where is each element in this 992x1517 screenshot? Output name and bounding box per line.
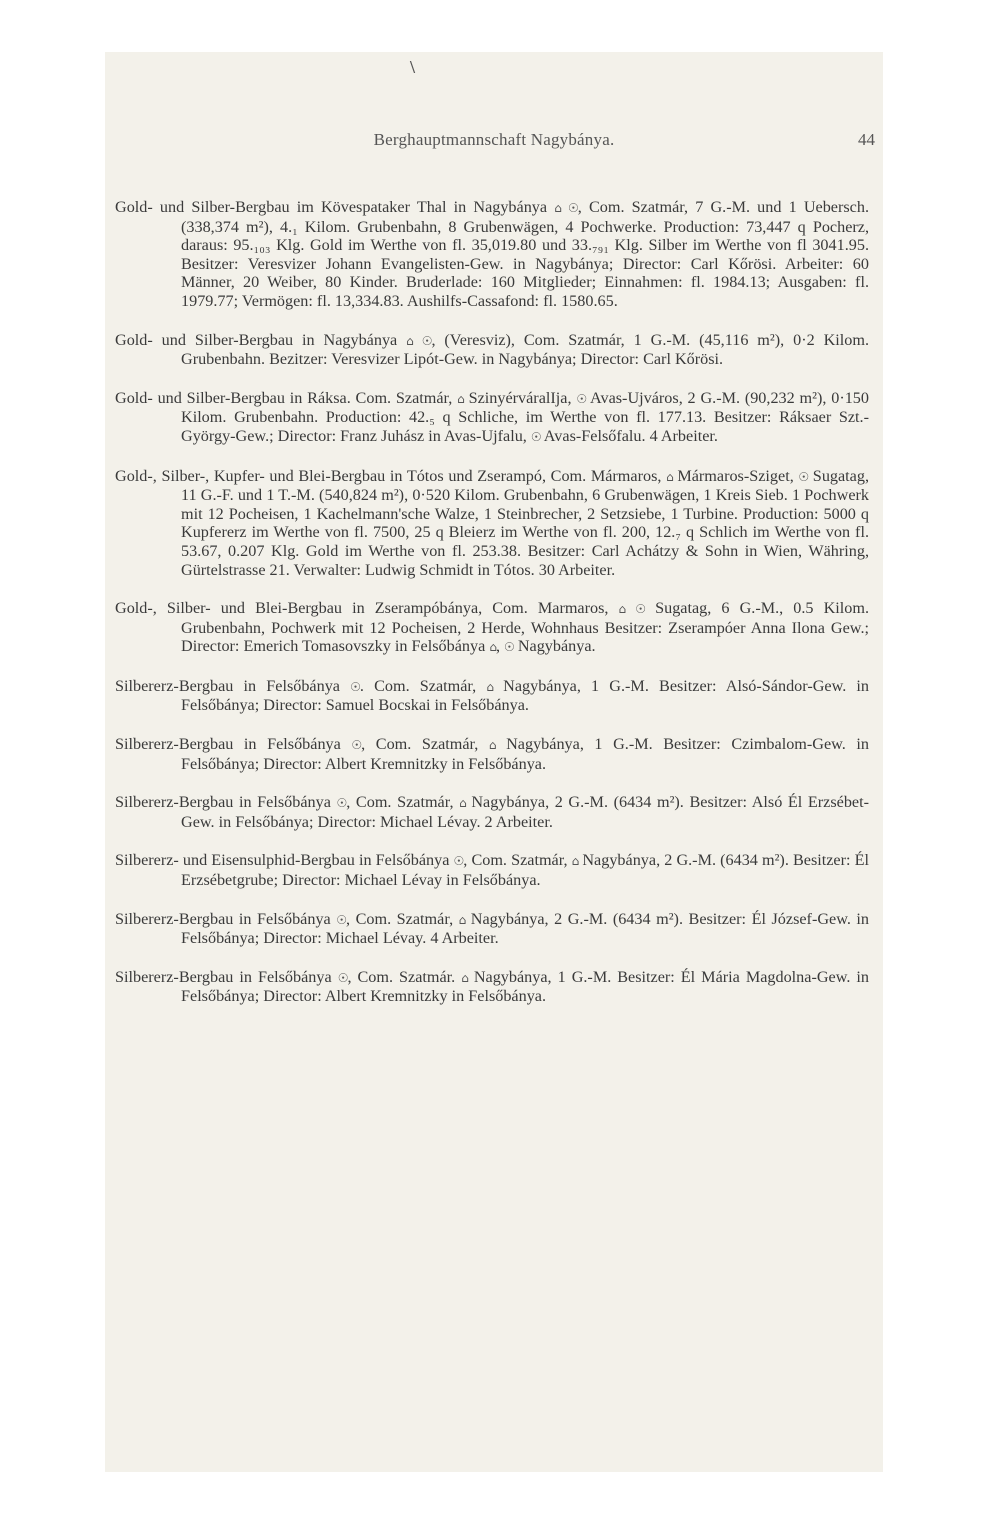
page-number: 44 (858, 130, 875, 149)
mine-entry (115, 467, 869, 580)
mine-entry (115, 851, 869, 889)
telegraph-icon: ☉ (336, 796, 347, 811)
entry-text: Gold- und Silber-Bergbau in Nagybánya ⌂ ☉, (Veresviz), Com. Szatmár, 1 G.-M. (45,116 m²), 0·2 Kilom. Grubenbahn. Bezitzer: Veresvizer Lipót-Gew. in Nagybánya; Director: Carl Kőrösi. (115, 330, 869, 369)
post-office-icon: ⌂ (666, 469, 673, 484)
telegraph-icon: ☉ (530, 429, 541, 444)
post-office-icon: ⌂ (571, 854, 579, 869)
post-office-icon: ⌂ (461, 970, 468, 985)
telegraph-icon: ☉ (453, 854, 464, 869)
post-office-icon: ⌂ (406, 333, 413, 348)
post-office-icon: ⌂ (458, 912, 466, 927)
telegraph-icon: ☉ (337, 970, 348, 985)
entry-text: Gold- und Silber-Bergbau im Kövespataker Thal in Nagybánya ⌂ ☉, Com. Szatmár, 7 G.-M. und 1 Uebersch. (338,374 m²), 4.₁ Kilom. Grubenbahn, 8 Grubenwägen, 4 Pochwerke. Production: 73,447 q Pocherz, daraus: 95.₁₀₃ Klg. Gold im Werthe von fl. 35,019.80 und 33.₇₉₁ Klg. Silber im Werthe von fl 3041.95. Besitzer: Veresvizer Johann Evangelisten-Gew. in Nagybánya; Director: Carl Kőrösi. Arbeiter: 60 Männer, 20 Weiber, 80 Kinder. Bruderlade: 160 Mitglieder; Einnahmen: fl. 1984.13; Ausgaben: fl. 1979.77; Vermögen: fl. 13,334.83. Aushilfs-Cassafond: fl. 1580.65. (115, 198, 870, 310)
post-office-icon: ⌂ (554, 201, 561, 215)
entry-text: Silbererz-Bergbau in Felsőbánya ☉, Com. Szatmár, ⌂ Nagybánya, 2 G.-M. (6434 m²). Besitzer: Él József-Gew. in Felsőbánya; Director: Michael Lévay. 4 Arbeiter. (115, 909, 870, 948)
post-office-icon: ⌂ (489, 640, 496, 655)
entry-text: Silbererz-Bergbau in Felsőbánya ☉, Com. Szatmár. ⌂ Nagybánya, 1 G.-M. Besitzer: Él Mária Magdolna-Gew. in Felsőbánya; Director: Albert Kremnitzky in Felsőbánya. (115, 967, 870, 1006)
post-office-icon: ⌂ (618, 602, 626, 617)
mine-entry (115, 793, 869, 831)
running-title: Berghauptmannschaft Nagybánya. (373, 130, 615, 149)
post-office-icon: ⌂ (457, 391, 464, 406)
mine-entry (115, 735, 869, 773)
mine-entry (115, 968, 869, 1006)
telegraph-icon: ☉ (576, 391, 587, 406)
entry-text: Gold- und Silber-Bergbau in Ráksa. Com. Szatmár, ⌂ SzinyérváralIja, ☉ Avas-Ujváros, 2 G.-M. (90,232 m²), 0·150 Kilom. Grubenbahn. Production: 42.₅ q Schliche, im Werthe von fl. 177.13. Besitzer: Ráksaer Szt.-György-Gew.; Director: Franz Juhász in Avas-Ujfalu, ☉ Avas-Felsőfalu. 4 Arbeiter. (115, 388, 869, 445)
mine-entry (115, 331, 869, 369)
entry-text: Gold-, Silber-, Kupfer- und Blei-Bergbau in Tótos und Zserampó, Com. Mármaros, ⌂ Mármaros-Sziget, ☉ Sugatag, 11 G.-F. und 1 T.-M. (540,824 m²), 0·520 Kilom. Grubenbahn, 6 Grubenwägen, 1 Kreis Sieb. 1 Pochwerk mit 12 Pocheisen, 1 Kachelmann'sche Walze, 1 Steinbrecher, 2 Setzsiebe, 1 Turbine. Production: 5000 q Kupfererz im Werthe von fl. 7500, 25 q Bleierz im Werthe von fl. 200, 12.₇ q Schlich im Werthe von fl. 53.67, 0.207 Klg. Gold im Werthe von fl. 253.38. Besitzer: Carl Achátzy & Sohn in Wien, Währing, Gürtelstrasse 21. Verwalter: Ludwig Schmidt in Tótos. 30 Arbeiter. (115, 466, 870, 579)
telegraph-icon: ☉ (568, 201, 578, 215)
entry-text: Silbererz-Bergbau in Felsőbánya ☉, Com. Szatmár, ⌂ Nagybánya, 2 G.-M. (6434 m²). Besitzer: Alsó Él Erzsébet-Gew. in Felsőbánya; Director: Michael Lévay. 2 Arbeiter. (115, 793, 870, 831)
post-office-icon: ⌂ (488, 738, 496, 753)
telegraph-icon: ☉ (504, 640, 514, 655)
mine-entry (115, 599, 869, 657)
post-office-icon: ⌂ (486, 679, 493, 694)
telegraph-icon: ☉ (798, 469, 809, 484)
telegraph-icon: ☉ (635, 602, 646, 617)
entry-text: Silbererz-Bergbau in Felsőbánya ☉, Com. Szatmár, ⌂ Nagybánya, 1 G.-M. Besitzer: Czimbalom-Gew. in Felsőbánya; Director: Albert Kremnitzky in Felsőbánya. (115, 735, 869, 773)
entry-list (115, 198, 869, 1026)
running-header (105, 130, 883, 154)
telegraph-icon: ☉ (350, 679, 360, 694)
telegraph-icon: ☉ (421, 333, 432, 348)
mine-entry (115, 910, 869, 948)
post-office-icon: ⌂ (459, 796, 466, 811)
telegraph-icon: ☉ (351, 738, 362, 753)
mine-entry (115, 677, 869, 715)
entry-text: Silbererz-Bergbau in Felsőbánya ☉. Com. Szatmár, ⌂ Nagybánya, 1 G.-M. Besitzer: Alsó-Sándor-Gew. in Felsőbánya; Director: Samuel Bocskai in Felsőbánya. (115, 676, 870, 715)
mine-entry (115, 198, 869, 311)
entry-text: Gold-, Silber- und Blei-Bergbau in Zserampóbánya, Com. Marmaros, ⌂ ☉ Sugatag, 6 G.-M., 0.5 Kilom. Grubenbahn, Pochwerk mit 12 Pocheisen, 2 Herde, Wohnhaus Besitzer: Zserampóer Anna Ilona Gew.; Director: Emerich Tomasovszky in Felsőbánya ⌂, ☉ Nagybánya. (115, 599, 870, 656)
mine-entry (115, 389, 869, 447)
entry-text: Silbererz- und Eisensulphid-Bergbau in Felsőbánya ☉, Com. Szatmár, ⌂ Nagybánya, 2 G.-M. (6434 m²). Besitzer: Él Erzsébetgrube; Director: Michael Lévay in Felsőbánya. (115, 851, 869, 890)
book-page (105, 52, 883, 1472)
telegraph-icon: ☉ (336, 912, 347, 927)
top-mark: \ (410, 57, 416, 77)
